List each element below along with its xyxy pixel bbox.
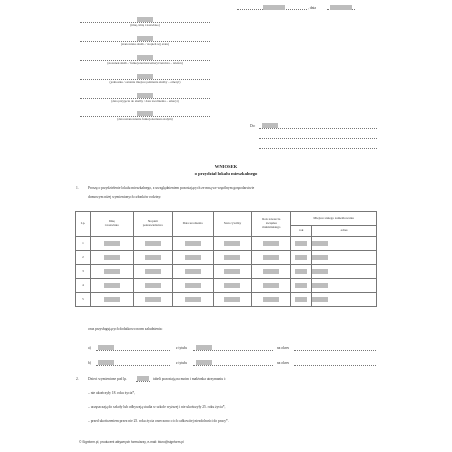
cell-marriage[interactable] xyxy=(252,265,291,279)
cell-dob[interactable] xyxy=(172,279,213,293)
section2-number: 2. xyxy=(76,377,79,381)
col-dob: Data urodzenia xyxy=(172,212,213,237)
place-redaction xyxy=(263,5,285,10)
addressee-line-2[interactable] xyxy=(259,138,377,139)
col-marriage-c: małżeńskiego xyxy=(262,224,281,229)
field-redaction-5 xyxy=(137,93,153,98)
section2-lp-field[interactable] xyxy=(136,381,150,382)
col-kinship xyxy=(133,212,172,237)
field-caption-6: (data ustanowienia funkcjonariusza stałym) xyxy=(117,117,173,121)
cell-address[interactable] xyxy=(312,237,377,251)
cell-name[interactable] xyxy=(90,279,133,293)
cell-kinship[interactable] xyxy=(133,237,172,251)
dependent-b-field[interactable] xyxy=(96,365,170,366)
cell-year[interactable] xyxy=(291,293,312,307)
row-number: 5 xyxy=(76,293,91,307)
section2-text-a: Dzieci wymienione pod lp. xyxy=(88,377,127,381)
dependents-intro: oraz przysługujących dodatkowo norm zaludnienia: xyxy=(88,327,163,331)
row-number: 2 xyxy=(76,251,91,265)
col-year: rok xyxy=(291,226,312,237)
footer-credit: © Signform.pl, producent aktywnych formularzy, e-mail: biuro@signform.pl xyxy=(79,440,184,444)
section2-text-b: tabeli pozostają na moim i małżonka utrzymaniu i: xyxy=(153,377,226,381)
addressee-line-1[interactable] xyxy=(259,128,377,129)
row-number: 1 xyxy=(76,237,91,251)
cell-name[interactable] xyxy=(90,265,133,279)
cell-year[interactable] xyxy=(291,279,312,293)
dependent-a-redaction-2 xyxy=(196,345,212,350)
field-redaction-1 xyxy=(137,17,153,22)
field-caption-4: (jednostka / ostatnie miejsce pełnienia służby – emeryt) xyxy=(109,80,181,84)
dependent-a-reason-field[interactable] xyxy=(193,350,273,351)
section2-bullet-1: – nie ukończyły 18. roku życia*, xyxy=(88,391,136,395)
dependent-a-redaction-1 xyxy=(98,345,114,350)
col-lp: Lp. xyxy=(76,212,91,237)
table-row xyxy=(76,251,377,265)
form-subtitle: o przydział lokalu mieszkalnego xyxy=(194,171,258,176)
cell-dob[interactable] xyxy=(172,237,213,251)
cell-name[interactable] xyxy=(90,251,133,265)
section1-number: 1. xyxy=(76,186,79,190)
cell-kinship[interactable] xyxy=(133,293,172,307)
date-label: , dnia xyxy=(308,6,316,10)
family-table xyxy=(75,211,377,307)
field-redaction-6 xyxy=(137,111,153,116)
col-kinship-b: pokrewieństwa xyxy=(142,223,163,227)
table-row xyxy=(76,293,377,307)
dependent-a-field[interactable] xyxy=(96,350,170,351)
row-number: 4 xyxy=(76,279,91,293)
col-name-b: i nazwisko xyxy=(104,223,119,227)
cell-year[interactable] xyxy=(291,265,312,279)
col-name-a: Imię xyxy=(108,219,115,224)
addressee-line-3[interactable] xyxy=(259,148,377,149)
section1-line2: domowym niżej wymienionych członków rodziny: xyxy=(88,195,162,199)
section2-bullet-3: – przed ukończeniem przez nie 25. roku życia orzeczono o ich całkowitej niezdolności do pracy*. xyxy=(88,419,229,423)
cell-dob[interactable] xyxy=(172,293,213,307)
dependent-a-mid: z tytułu xyxy=(176,346,187,350)
cell-name[interactable] xyxy=(90,293,133,307)
cell-civil[interactable] xyxy=(213,265,252,279)
cell-marriage[interactable] xyxy=(252,279,291,293)
dependent-b-letter: b) xyxy=(88,361,91,365)
dependent-b-reason-field[interactable] xyxy=(193,365,273,366)
cell-dob[interactable] xyxy=(172,251,213,265)
cell-kinship[interactable] xyxy=(133,265,172,279)
col-residence: Miejsce stałego zameldowania xyxy=(291,212,377,226)
col-marriage-a: Rok zawarcia xyxy=(262,217,281,222)
cell-kinship[interactable] xyxy=(133,279,172,293)
dependent-a-period-field[interactable] xyxy=(294,350,376,351)
field-caption-1: (imię, imię i nazwisko) xyxy=(130,23,160,27)
cell-year[interactable] xyxy=(291,251,312,265)
field-redaction-4 xyxy=(137,74,153,79)
dependent-a-letter: a) xyxy=(88,346,91,350)
col-name xyxy=(90,212,133,237)
table-row xyxy=(76,265,377,279)
col-marriage-b: związku xyxy=(265,221,277,226)
col-address: adres xyxy=(312,226,377,237)
section1-line1: Proszę o przydzielenie lokalu mieszkalnego, z uwzględnieniem pozostających ze mną we wspólnym gospodarstwie xyxy=(88,186,255,190)
cell-year[interactable] xyxy=(291,237,312,251)
cell-civil[interactable] xyxy=(213,251,252,265)
section2-redaction xyxy=(137,376,149,381)
dependent-b-redaction-1 xyxy=(98,360,114,365)
cell-address[interactable] xyxy=(312,293,377,307)
dependent-b-mid: z tytułu xyxy=(176,361,187,365)
field-redaction-3 xyxy=(137,55,153,60)
addressee-label: Do: xyxy=(250,124,256,128)
cell-address[interactable] xyxy=(312,279,377,293)
cell-name[interactable] xyxy=(90,237,133,251)
col-kinship-a: Stopień xyxy=(147,219,158,224)
date-redaction xyxy=(330,5,352,10)
form-title: WNIOSEK xyxy=(214,164,238,169)
field-redaction-2 xyxy=(137,36,153,41)
col-marriage xyxy=(252,212,291,237)
row-number: 3 xyxy=(76,265,91,279)
dependent-b-end: na okres xyxy=(277,361,290,365)
dependent-b-redaction-2 xyxy=(196,360,212,365)
cell-address[interactable] xyxy=(312,251,377,265)
cell-marriage[interactable] xyxy=(252,251,291,265)
cell-marriage[interactable] xyxy=(252,237,291,251)
table-row xyxy=(76,279,377,293)
field-caption-2: (stanowisko służb. / stopień wg etatu) xyxy=(120,42,170,46)
cell-marriage[interactable] xyxy=(252,293,291,307)
field-caption-3: (stosunek służb. / funkcjonariusz/emeryt/rencista – telefon) xyxy=(107,61,183,65)
field-caption-5: (data przyjęcia do służby / data zwolnienia – emeryt) xyxy=(111,99,179,103)
cell-address[interactable] xyxy=(312,265,377,279)
col-civil: Stan cywilny xyxy=(213,212,252,237)
cell-dob[interactable] xyxy=(172,265,213,279)
section2-bullet-2: – uczęszczają do szkoły lub odbywają studia w szkole wyższej i nie ukończyły 25. roku życia*, xyxy=(88,405,226,409)
table-row xyxy=(76,237,377,251)
cell-civil[interactable] xyxy=(213,293,252,307)
cell-kinship[interactable] xyxy=(133,251,172,265)
dependent-b-period-field[interactable] xyxy=(294,365,376,366)
cell-civil[interactable] xyxy=(213,237,252,251)
cell-civil[interactable] xyxy=(213,279,252,293)
addressee-redaction xyxy=(262,123,278,128)
dependent-a-end: na okres xyxy=(277,346,290,350)
